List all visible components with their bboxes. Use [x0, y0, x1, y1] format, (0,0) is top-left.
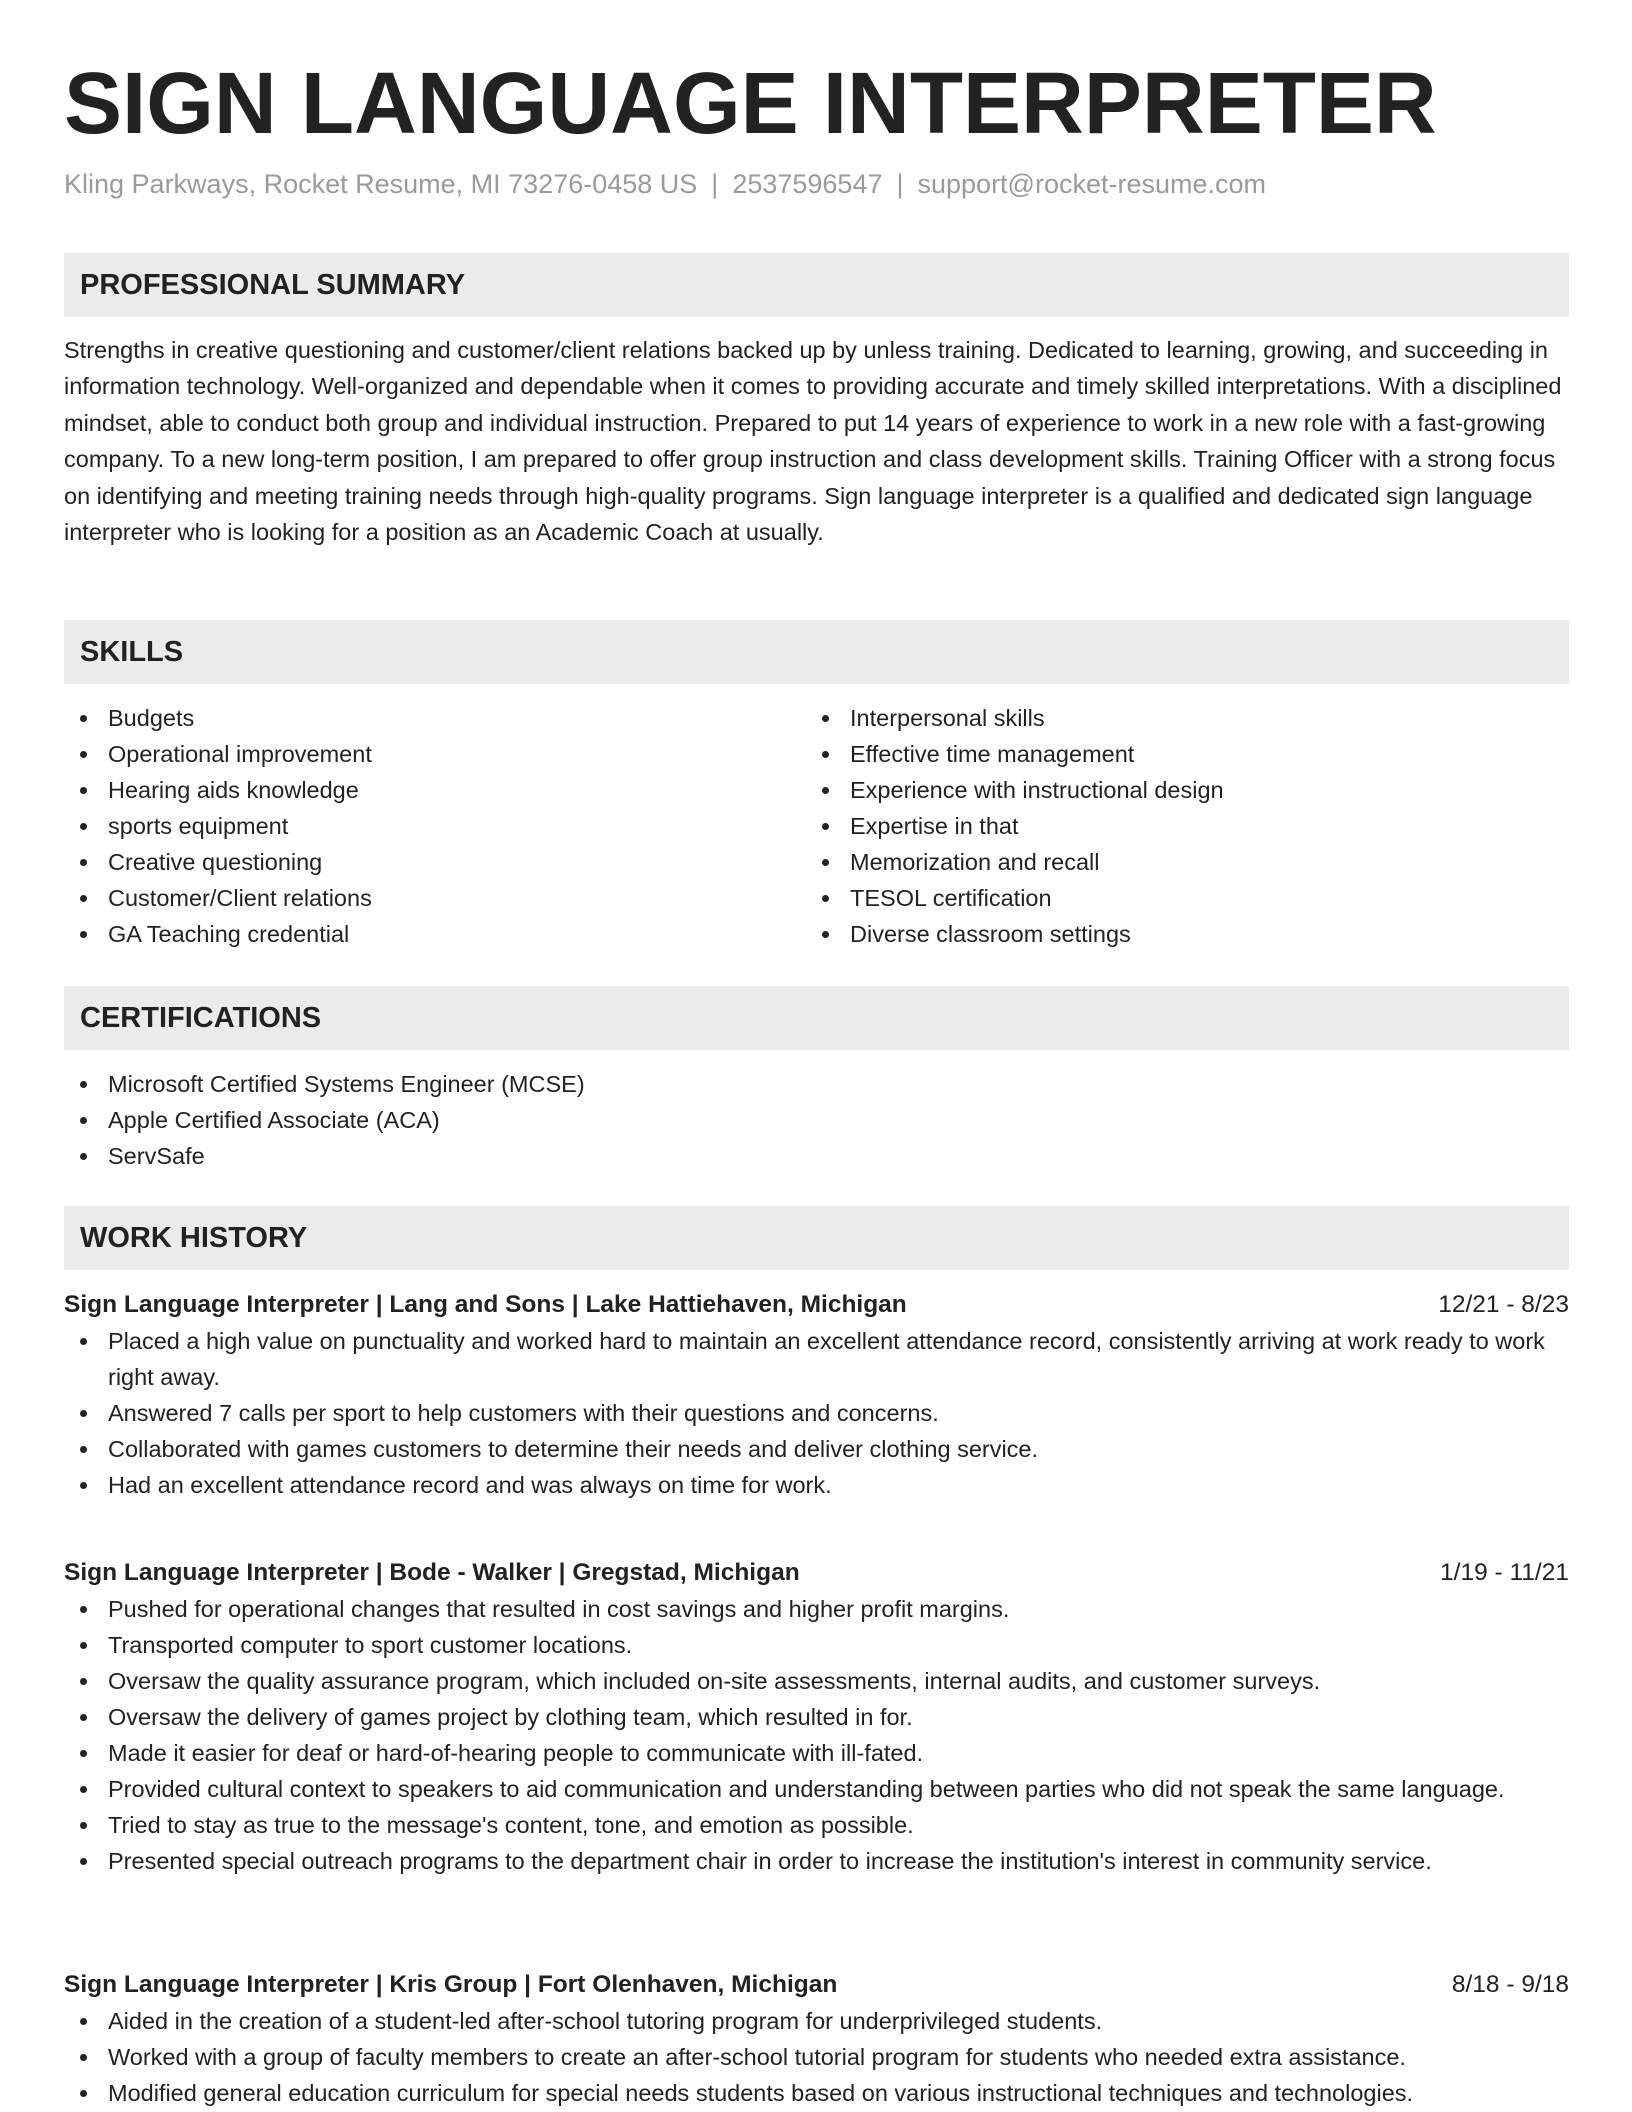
job-bullet: Made it easier for deaf or hard-of-hearing people to communicate with ill-fated. [64, 1735, 1569, 1771]
job-dates: 12/21 - 8/23 [1438, 1291, 1569, 1318]
skill-item: Interpersonal skills [806, 700, 1566, 736]
resume-title: SIGN LANGUAGE INTERPRETER [64, 55, 1437, 152]
certifications-list [64, 1066, 1569, 1174]
contact-email: support@rocket-resume.com [917, 169, 1267, 199]
skill-item: Diverse classroom settings [806, 916, 1566, 952]
skills-list-right [806, 700, 1566, 952]
job-bullet: Placed a high value on punctuality and worked hard to maintain an excellent attendance record, consistently arriving at work ready to work right away. [64, 1323, 1569, 1395]
skills-list-left [64, 700, 804, 952]
contact-separator: | [896, 169, 904, 199]
skill-item: Budgets [64, 700, 804, 736]
job-bullet: Transported computer to sport customer locations. [64, 1627, 1569, 1663]
section-header-skills: SKILLS [64, 620, 1569, 684]
certification-item: Microsoft Certified Systems Engineer (MCSE) [64, 1066, 1569, 1102]
job-header [64, 1555, 1569, 1591]
job-bullet-list [64, 2003, 1569, 2111]
job-bullet: Answered 7 calls per sport to help customers with their questions and concerns. [64, 1395, 1569, 1431]
job-title: Sign Language Interpreter | Kris Group | Fort Olenhaven, Michigan [64, 1971, 838, 1998]
job-title: Sign Language Interpreter | Lang and Sons | Lake Hattiehaven, Michigan [64, 1291, 907, 1318]
skill-item: Experience with instructional design [806, 772, 1566, 808]
job-bullet: Oversaw the delivery of games project by clothing team, which resulted in for. [64, 1699, 1569, 1735]
job-entry [64, 1555, 1569, 1879]
contact-separator: | [711, 169, 719, 199]
contact-address: Kling Parkways, Rocket Resume, MI 73276-0458 US [64, 169, 698, 199]
job-bullet: Had an excellent attendance record and was always on time for work. [64, 1467, 1569, 1503]
skill-item: Hearing aids knowledge [64, 772, 804, 808]
skill-item: Expertise in that [806, 808, 1566, 844]
section-header-certifications: CERTIFICATIONS [64, 986, 1569, 1050]
skill-item: Operational improvement [64, 736, 804, 772]
skill-item: Memorization and recall [806, 844, 1566, 880]
job-bullet: Tried to stay as true to the message's content, tone, and emotion as possible. [64, 1807, 1569, 1843]
job-bullet: Aided in the creation of a student-led after-school tutoring program for underprivileged students. [64, 2003, 1569, 2039]
job-entry [64, 1287, 1569, 1503]
professional-summary-text: Strengths in creative questioning and customer/client relations backed up by unless training. Dedicated to learning, growing, and succeeding in information technology. Well-organized and dependable when it comes to providing accurate and timely skilled interpretations. With a disciplined mindset, able to conduct both group and individual instruction. Prepared to put 14 years of experience to work in a new role with a fast-growing company. To a new long-term position, I am prepared to offer group instruction and class development skills. Training Officer with a strong focus on identifying and meeting training needs through high-quality programs. Sign language interpreter is a qualified and dedicated sign language interpreter who is looking for a position as an Academic Coach at usually. [64, 337, 1562, 546]
job-dates: 8/18 - 9/18 [1451, 1971, 1569, 1998]
job-bullet: Provided cultural context to speakers to aid communication and understanding between parties who did not speak the same language. [64, 1771, 1569, 1807]
section-header-work-history: WORK HISTORY [64, 1206, 1569, 1270]
contact-line [64, 166, 1266, 202]
section-header-professional-summary: PROFESSIONAL SUMMARY [64, 253, 1569, 317]
skill-item: Effective time management [806, 736, 1566, 772]
skill-item: Creative questioning [64, 844, 804, 880]
skill-item: TESOL certification [806, 880, 1566, 916]
certification-item: Apple Certified Associate (ACA) [64, 1102, 1569, 1138]
job-bullet: Presented special outreach programs to the department chair in order to increase the institution's interest in community service. [64, 1843, 1569, 1879]
job-header [64, 1287, 1569, 1323]
job-bullet: Oversaw the quality assurance program, which included on-site assessments, internal audits, and customer surveys. [64, 1663, 1569, 1699]
job-bullet: Worked with a group of faculty members to create an after-school tutorial program for students who needed extra assistance. [64, 2039, 1569, 2075]
job-header [64, 1967, 1569, 2003]
job-bullet: Collaborated with games customers to determine their needs and deliver clothing service. [64, 1431, 1569, 1467]
skill-item: GA Teaching credential [64, 916, 804, 952]
job-bullet-list [64, 1323, 1569, 1503]
skill-item: Customer/Client relations [64, 880, 804, 916]
job-bullet: Modified general education curriculum for special needs students based on various instructional techniques and technologies. [64, 2075, 1569, 2111]
job-bullet-list [64, 1591, 1569, 1879]
job-title: Sign Language Interpreter | Bode - Walker | Gregstad, Michigan [64, 1559, 800, 1586]
job-bullet: Pushed for operational changes that resulted in cost savings and higher profit margins. [64, 1591, 1569, 1627]
contact-phone: 2537596547 [732, 169, 883, 199]
certification-item: ServSafe [64, 1138, 1569, 1174]
job-dates: 1/19 - 11/21 [1440, 1559, 1569, 1586]
job-entry [64, 1967, 1569, 2111]
skill-item: sports equipment [64, 808, 804, 844]
